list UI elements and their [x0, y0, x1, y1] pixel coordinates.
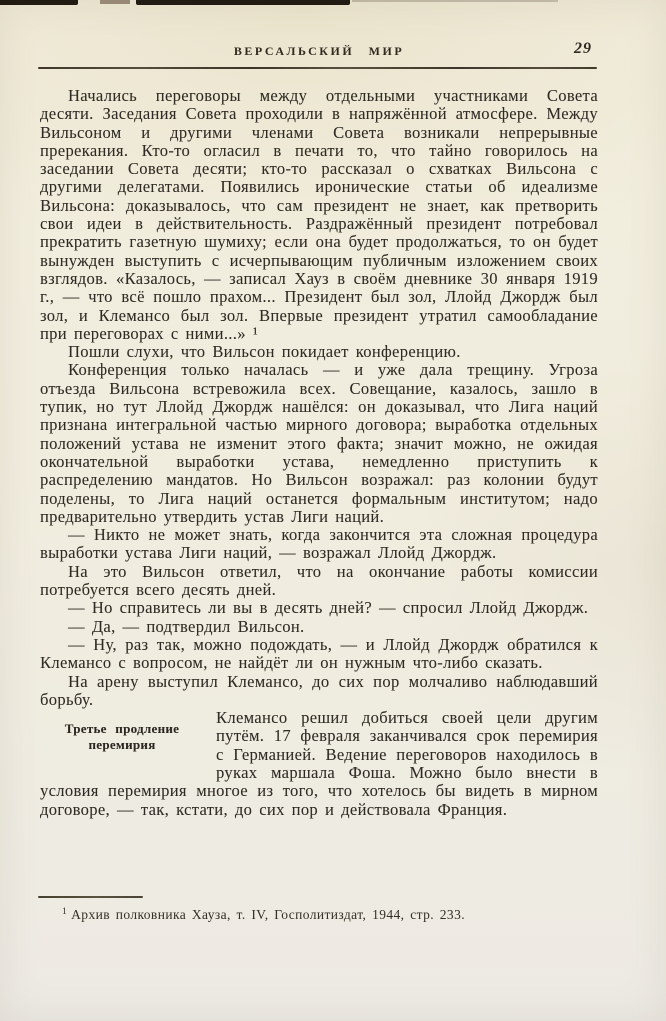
shoulder-heading — [40, 709, 216, 764]
scan-edge-artifact — [100, 0, 130, 4]
paragraph-dialogue: — Ну, раз так, можно подождать, — и Ллойд Джордж обратился к Клемансо с вопросом, не найдёт ли он нужным что-либо сказать. — [40, 634, 598, 673]
paragraph: На это Вильсон ответил, что на окончание работы комиссии потребуется всего десять дней. — [40, 561, 598, 600]
paragraph-dialogue: — Да, — подтвердил Вильсон. — [68, 616, 305, 636]
header-rule — [38, 67, 597, 69]
paragraph: На арену выступил Клемансо, до сих пор молчаливо наблюдавший борьбу. — [40, 671, 598, 709]
page-number: 29 — [574, 40, 592, 57]
footnote-text: Архив полковника Хауза, т. IV, Госполитиздат, 1944, стр. 233. — [71, 907, 465, 922]
paragraph-with-shoulder — [40, 709, 598, 819]
footnote — [40, 906, 598, 923]
running-title: ВЕРСАЛЬСКИЙ МИР — [233, 44, 405, 58]
footnote-marker: 1 — [62, 906, 68, 917]
scan-edge-artifact — [136, 0, 350, 5]
paragraph-dialogue: — Но справитесь ли вы в десять дней? — спросил Ллойд Джордж. — [68, 598, 589, 618]
paragraph: Начались переговоры между отдельными участниками Совета десяти. Заседания Совета проходили в напряжённой атмосфере. Между Вильсоном и другими членами Совета возникали непрерывные пререкания. Кто-то огласил в печати то, что тайно говорилось на заседании Совета десяти; кто-то рассказал о схватках Вильсона с другими делегатами. Появились иронические статьи об идеализме Вильсона: доказывалось, что сам президент не знает, как претворить свои идеи в действительность. Раздражённый президент потребовал прекратить газетную шумиху; если она будет продолжаться, то он будет вынужден выступить с исчерпывающим публичным изложением своих взглядов. «Казалось, — записал Хауз в своём дневнике 30 января 1919 г., — что всё пошло прахом... Президент был зол, Ллойд Джордж был зол, и Клемансо был зол. Впервые президент утратил самообладание при переговорах с ними...» ¹ — [40, 87, 598, 343]
paragraph-text: Клемансо решил добиться своей цели другим путём. 17 февраля заканчивался срок перемирия с Германией. Ведение переговоров находилось в руках маршала Фоша. Можно было внести в условия перемирия многое из того, что хотелось бы видеть в мирном договоре, — так, кстати, до сих пор и действовала Франция. — [40, 708, 598, 819]
shoulder-heading-text: Третье продление перемирия — [64, 720, 180, 752]
scan-edge-artifact — [352, 0, 558, 2]
scan-edge-artifact — [0, 0, 78, 5]
page-body-text — [40, 87, 598, 819]
running-header — [40, 40, 598, 64]
footnote-rule — [38, 896, 143, 898]
paragraph-dialogue: — Никто не может знать, когда закончится эта сложная процедура выработки устава Лиги наций, — возражал Ллойд Джордж. — [40, 525, 598, 563]
paragraph: Конференция только началась — и уже дала трещину. Угроза отъезда Вильсона встревожила всех. Совещание, казалось, зашло в тупик, но тут Ллойд Джордж нашёлся: он доказывал, что Лига наций признана интегральной частью мирного договора; выработка отдельных положений устава не изменит этого факта; значит можно, не ожидая окончательной выработки устава, немедленно приступить к распределению мандатов. Но Вильсон возражал: раз колонии будут поделены, то Лига наций останется формальным институтом; надо предварительно утвердить устав Лиги наций. — [40, 360, 598, 526]
paragraph: Пошли слухи, что Вильсон покидает конференцию. — [68, 342, 461, 362]
